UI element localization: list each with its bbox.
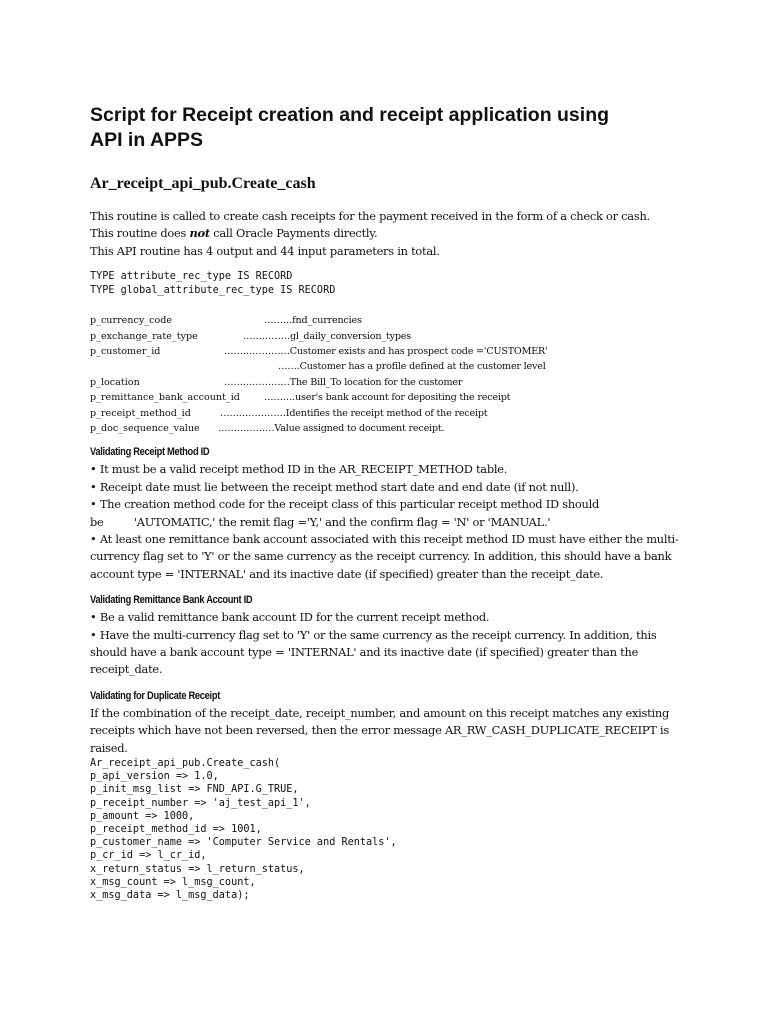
validation-section-remittance-bank xyxy=(90,593,690,679)
parameter-row xyxy=(90,375,690,390)
code-line: x_msg_count => l_msg_count, xyxy=(90,876,256,888)
section-line: • At least one remittance bank account associated with this receipt method ID must have either the multi- xyxy=(90,531,679,546)
parameter-list xyxy=(90,313,690,436)
api-subtitle: Ar_receipt_api_pub.Create_cash xyxy=(90,175,316,192)
section-body xyxy=(90,609,690,679)
section-line: If the combination of the receipt_date, receipt_number, and amount on this receipt matches any existing xyxy=(90,705,669,720)
code-line: p_api_version => 1.0, xyxy=(90,771,219,783)
validation-section-duplicate-receipt xyxy=(90,689,690,757)
section-line: account type = 'INTERNAL' and its inactive date (if specified) greater than the receipt_date. xyxy=(90,566,604,581)
section-heading: Validating for Duplicate Receipt xyxy=(90,689,221,702)
parameter-name: p_receipt_method_id xyxy=(90,407,191,419)
parameter-description: …………………Customer exists and has prospect code ='CUSTOMER' xyxy=(224,346,548,357)
section-line: • Receipt date must lie between the receipt method start date and end date (if not null). xyxy=(90,479,579,494)
section-body xyxy=(90,461,690,583)
section-body xyxy=(90,705,690,757)
document-title-line-1: Script for Receipt creation and receipt application using xyxy=(90,104,610,126)
parameter-description: ………………Value assigned to document receipt. xyxy=(218,422,445,434)
parameter-name: p_remittance_bank_account_id xyxy=(90,392,240,404)
parameter-row xyxy=(90,329,690,344)
type-declarations xyxy=(90,270,690,297)
section-line: • It must be a valid receipt method ID in the AR_RECEIPT_METHOD table. xyxy=(90,462,508,477)
parameter-description: ……….user's bank account for depositing the receipt xyxy=(264,392,511,404)
section-line: receipt_date. xyxy=(90,662,163,677)
document-title-line-2: API in APPS xyxy=(90,129,204,151)
section-line: be 'AUTOMATIC,' the remit flag ='Y,' and the confirm flag = 'N' or 'MANUAL.' xyxy=(90,514,551,529)
parameter-name: p_location xyxy=(90,376,140,388)
parameter-row xyxy=(90,406,690,421)
code-line: p_receipt_number => 'aj_test_api_1', xyxy=(90,797,311,809)
type-declaration-line: TYPE attribute_rec_type IS RECORD xyxy=(90,271,293,283)
section-line: currency flag set to 'Y' or the same currency as the receipt currency. In addition, this should have a bank xyxy=(90,549,672,564)
section-line: • Have the multi-currency flag set to 'Y' or the same currency as the receipt currency. In addition, this xyxy=(90,627,657,642)
intro-text: call Oracle Payments directly. xyxy=(209,226,378,241)
intro-paragraph xyxy=(90,208,690,260)
intro-line xyxy=(90,225,690,242)
intro-emphasis: not xyxy=(189,226,210,241)
parameter-row xyxy=(90,421,690,436)
type-declaration-line: TYPE global_attribute_rec_type IS RECORD xyxy=(90,284,336,296)
validation-section-receipt-method xyxy=(90,445,690,583)
parameter-description: …………………Identifies the receipt method of the receipt xyxy=(220,407,488,419)
section-heading: Validating Remittance Bank Account ID xyxy=(90,594,253,607)
parameter-description: …….Customer has a profile defined at the customer level xyxy=(278,361,546,373)
parameter-row xyxy=(90,344,690,359)
code-line: p_receipt_method_id => 1001, xyxy=(90,824,262,836)
document-page xyxy=(90,103,690,902)
code-line: Ar_receipt_api_pub.Create_cash( xyxy=(90,758,281,770)
section-line: raised. xyxy=(90,740,128,755)
parameter-name: p_customer_id xyxy=(90,346,161,357)
code-line: p_cr_id => l_cr_id, xyxy=(90,850,207,862)
intro-text: This routine does xyxy=(90,226,190,241)
parameter-name: p_exchange_rate_type xyxy=(90,330,198,342)
parameter-row xyxy=(90,390,690,405)
section-heading: Validating Receipt Method ID xyxy=(90,446,210,459)
code-line: p_init_msg_list => FND_API.G_TRUE, xyxy=(90,784,299,796)
section-line: should have a bank account type = 'INTERNAL' and its inactive date (if specified) greater than the xyxy=(90,645,639,659)
code-sample xyxy=(90,757,690,902)
intro-line: This API routine has 4 output and 44 input parameters in total. xyxy=(90,243,440,258)
intro-line: This routine is called to create cash receipts for the payment received in the form of a check or cash. xyxy=(90,209,650,223)
parameter-row xyxy=(90,359,690,374)
code-line: p_customer_name => 'Computer Service and Rentals', xyxy=(90,837,397,849)
parameter-description: …………………The Bill_To location for the customer xyxy=(224,376,463,388)
code-line: p_amount => 1000, xyxy=(90,810,195,822)
section-line: • Be a valid remittance bank account ID for the current receipt method. xyxy=(90,610,490,625)
parameter-description: ………fnd_currencies xyxy=(264,315,362,327)
parameter-description: ……………gl_daily_conversion_types xyxy=(243,330,411,342)
section-line: receipts which have not been reversed, then the error message AR_RW_CASH_DUPLICATE_RECEIPT is xyxy=(90,723,669,738)
parameter-row xyxy=(90,313,690,328)
code-line: x_msg_data => l_msg_data); xyxy=(90,890,250,902)
code-line: x_return_status => l_return_status, xyxy=(90,863,305,875)
section-line: • The creation method code for the receipt class of this particular receipt method ID should xyxy=(90,497,600,512)
parameter-name: p_doc_sequence_value xyxy=(90,422,200,434)
document-title xyxy=(90,103,690,153)
parameter-name: p_currency_code xyxy=(90,315,173,327)
